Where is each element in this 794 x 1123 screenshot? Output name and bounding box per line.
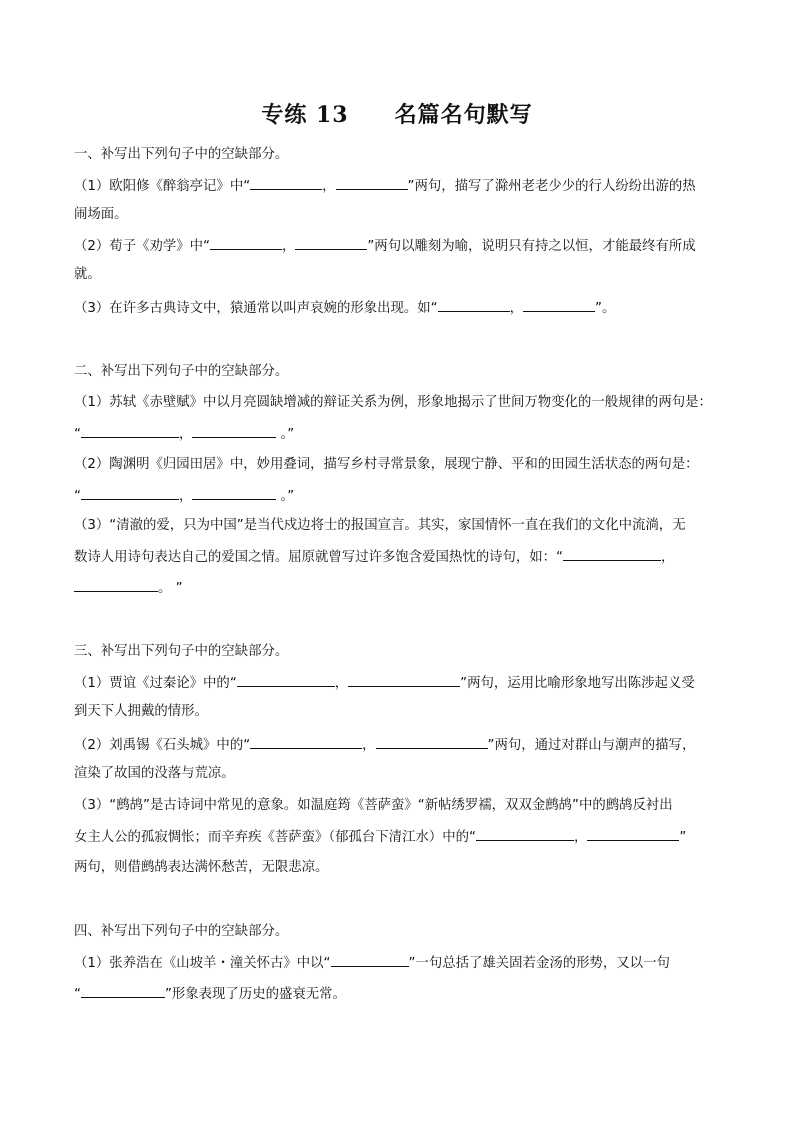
question-text: ， [661, 550, 675, 565]
question-text: ”两句，运用比喻形象地写出陈涉起义受 [460, 676, 695, 691]
question-line [74, 672, 695, 694]
question-text: 。” [276, 489, 295, 504]
question-text: ”两句以雕刻为喻，说明只有持之以恒，才能最终有所成 [367, 239, 696, 254]
question-text: （1）欧阳修《醉翁亭记》中“ [74, 179, 251, 194]
question-text: ， [334, 676, 349, 691]
question-text: ”。 [595, 301, 616, 316]
question-text: （3）“清澈的爱，只为中国”是当代戍边将士的报国宣言。其实，家国情怀一直在我们的文化中流淌，无 [74, 518, 686, 533]
question-text: ， [573, 830, 588, 845]
question-text: ， [178, 427, 193, 442]
question-line [74, 485, 294, 507]
answer-blank[interactable] [210, 235, 282, 250]
question-text: （1）贾谊《过秦论》中的“ [74, 676, 237, 691]
question-text: ”两句，通过对群山与潮声的描写， [487, 738, 696, 753]
question-text: 就。 [74, 267, 101, 282]
question-line [74, 952, 670, 974]
answer-blank[interactable] [336, 175, 408, 190]
section-heading: 一、补写出下列句子中的空缺部分。 [74, 147, 289, 162]
answer-blank[interactable] [348, 672, 460, 687]
question-text: （2）荀子《劝学》中“ [74, 239, 210, 254]
answer-blank[interactable] [74, 577, 158, 592]
question-text: ， [178, 489, 193, 504]
answer-blank[interactable] [250, 734, 362, 749]
question-text: ， [362, 738, 376, 753]
question-text: 数诗人用诗句表达自己的爱国之情。屈原就曾写过许多饱含爱国热忱的诗句，如：“ [74, 550, 563, 565]
question-line [74, 235, 696, 257]
question-text: （3）在许多古典诗文中，猿通常以叫声哀婉的形象出现。如“ [74, 301, 438, 316]
answer-blank[interactable] [523, 297, 595, 312]
question-line [74, 796, 673, 816]
question-text: “ [74, 427, 81, 442]
question-text: （3）“鹧鸪”是古诗词中常见的意象。如温庭筠《菩萨蛮》“新帖绣罗襦，双双金鹧鸪”中的鹧鸪反衬出 [74, 798, 673, 813]
answer-blank[interactable] [376, 734, 488, 749]
question-text: ， [322, 179, 336, 194]
answer-blank[interactable] [563, 546, 661, 561]
answer-blank[interactable] [237, 672, 335, 687]
answer-blank[interactable] [250, 175, 322, 190]
section-heading: 四、补写出下列句子中的空缺部分。 [74, 924, 289, 939]
question-line [74, 764, 235, 784]
section-heading: 三、补写出下列句子中的空缺部分。 [74, 644, 289, 659]
question-line [74, 516, 686, 536]
question-text: （1）苏轼《赤壁赋》中以月亮圆缺增减的辩证关系为例，形象地揭示了世间万物变化的一般规律的两句是： [74, 395, 712, 410]
question-line [74, 546, 674, 568]
answer-blank[interactable] [587, 826, 679, 841]
question-line [74, 265, 101, 285]
question-text: 到天下人拥戴的情形。 [74, 704, 208, 719]
question-line [74, 423, 294, 445]
answer-blank[interactable] [438, 297, 510, 312]
answer-blank[interactable] [81, 423, 179, 438]
question-text: （2）陶渊明《归园田居》中，妙用叠词，描写乡村寻常景象，展现宁静、平和的田园生活状态的两句是： [74, 457, 699, 472]
answer-blank[interactable] [81, 485, 179, 500]
question-line [74, 205, 128, 225]
question-text: ”两句，描写了滁州老老少少的行人纷纷出游的热 [407, 179, 696, 194]
question-line [74, 393, 712, 413]
answer-blank[interactable] [331, 952, 409, 967]
section-heading: 二、补写出下列句子中的空缺部分。 [74, 364, 289, 379]
question-text: 女主人公的孤寂惆怅；而辛弃疾《菩萨蛮》（郁孤台下清江水）中的“ [74, 830, 476, 845]
title-prefix: 专练 13 [261, 102, 349, 128]
question-line [74, 734, 695, 756]
question-text: 两句，则借鹧鸪表达满怀愁苦，无限悲凉。 [74, 860, 329, 875]
question-line [74, 858, 328, 878]
question-line [74, 702, 208, 722]
question-line [74, 577, 183, 599]
answer-blank[interactable] [192, 423, 276, 438]
question-text: 。 ” [158, 581, 183, 596]
answer-blank[interactable] [81, 983, 165, 998]
question-text: ”一句总括了雄关固若金汤的形势，又以一句 [408, 956, 670, 971]
question-text: 渲染了故国的没落与荒凉。 [74, 766, 235, 781]
answer-blank[interactable] [476, 826, 574, 841]
question-text: ， [509, 301, 524, 316]
question-text: （2）刘禹锡《石头城》中的“ [74, 738, 251, 753]
answer-blank[interactable] [192, 485, 276, 500]
question-line [74, 297, 615, 319]
question-line [74, 455, 699, 475]
question-line [74, 175, 696, 197]
answer-blank[interactable] [295, 235, 367, 250]
page-title [0, 98, 794, 129]
question-text: 闹场面。 [74, 207, 128, 222]
question-text: “ [74, 987, 81, 1002]
title-main: 名篇名句默写 [394, 102, 533, 128]
question-line [74, 826, 686, 848]
question-text: （1）张养浩在《山坡羊・潼关怀古》中以“ [74, 956, 331, 971]
question-text: ”形象表现了历史的盛衰无常。 [164, 987, 346, 1002]
question-line [74, 983, 346, 1005]
question-text: 。” [276, 427, 295, 442]
question-text: ， [281, 239, 296, 254]
question-text: “ [74, 489, 81, 504]
question-text: ” [679, 830, 687, 845]
